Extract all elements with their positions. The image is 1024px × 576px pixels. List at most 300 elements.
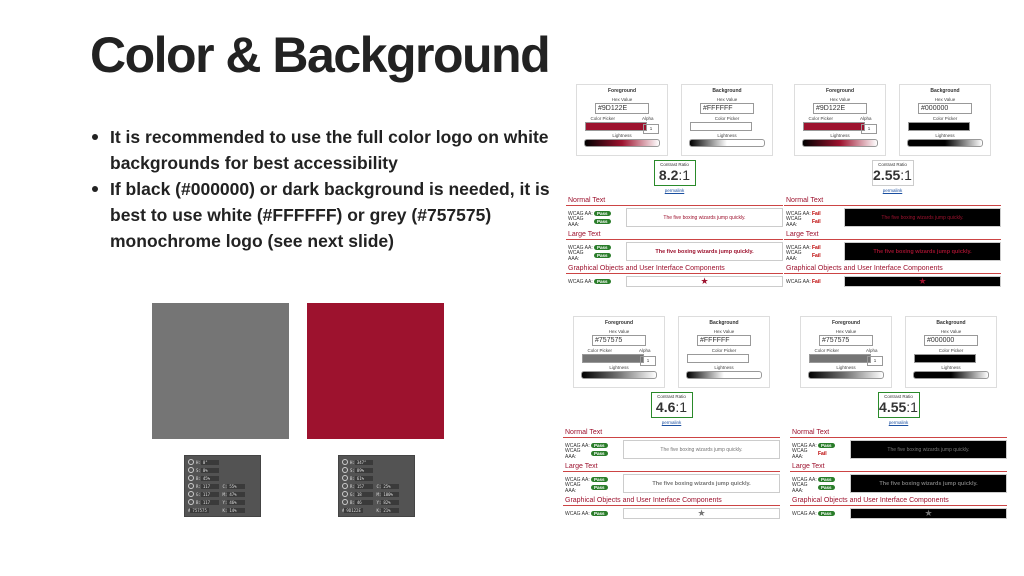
hash-label: # bbox=[703, 105, 707, 112]
radio-icon[interactable] bbox=[342, 483, 348, 489]
sample-text-preview: The five boxing wizards jump quickly. bbox=[844, 208, 1001, 227]
contrast-ratio-label: Contrast Ratio bbox=[660, 162, 689, 167]
lightness-slider[interactable] bbox=[689, 139, 765, 147]
picker-value[interactable]: 0% bbox=[201, 468, 219, 473]
permalink-link[interactable]: permalink bbox=[661, 420, 682, 425]
color-picker-input[interactable] bbox=[690, 122, 752, 131]
fail-label: Fail bbox=[812, 210, 821, 217]
picker-row bbox=[342, 498, 411, 506]
wcag-aa-result bbox=[565, 510, 623, 518]
ratio-number: 2.55 bbox=[873, 167, 901, 183]
picker-value[interactable]: 757575 bbox=[192, 507, 207, 513]
lightness-slider[interactable] bbox=[913, 371, 989, 379]
background-box bbox=[899, 84, 991, 156]
picker-value[interactable]: 117 bbox=[201, 492, 219, 497]
slide-title: Color & Background bbox=[90, 27, 550, 83]
wcag-aa-label: WCAG AA: bbox=[786, 278, 811, 285]
picker-key: Y: bbox=[222, 499, 228, 505]
lightness-label: Lightness bbox=[836, 365, 856, 370]
hex-label: Hex Value bbox=[940, 329, 962, 334]
picker-value[interactable]: 61% bbox=[355, 476, 373, 481]
hex-input[interactable] bbox=[924, 335, 978, 346]
hash-label: # bbox=[822, 337, 826, 344]
picker-cell bbox=[342, 467, 377, 473]
hex-value: 000000 bbox=[930, 337, 955, 344]
sample-text-preview: The five boxing wizards jump quickly. bbox=[844, 242, 1001, 261]
color-picker-label: Color Picker bbox=[932, 116, 958, 121]
pass-badge: Pass bbox=[594, 219, 611, 224]
picker-labels bbox=[577, 116, 667, 121]
wcag-aaa-label: WCAG AAA: bbox=[792, 447, 808, 460]
section-heading: Large Text bbox=[784, 231, 1001, 240]
color-picker-label: Color Picker bbox=[711, 348, 737, 353]
hash-label: # bbox=[921, 105, 925, 112]
box-heading: Foreground bbox=[604, 320, 634, 326]
wcag-aaa-result bbox=[565, 481, 623, 494]
section-heading: Graphical Objects and User Interface Components bbox=[784, 265, 1001, 274]
picker-key: B: bbox=[196, 499, 201, 505]
sample-text-preview: The five boxing wizards jump quickly. bbox=[626, 208, 783, 227]
hash-label: # bbox=[598, 105, 602, 112]
picker-row bbox=[188, 506, 257, 514]
pass-badge: Pass bbox=[594, 279, 611, 284]
color-picker-input[interactable] bbox=[582, 354, 644, 363]
pass-badge: Pass bbox=[591, 451, 608, 456]
wcag-aaa-label: WCAG AAA: bbox=[568, 215, 584, 228]
hex-value: 9D122E bbox=[819, 105, 846, 112]
picker-value[interactable]: 347° bbox=[355, 460, 373, 465]
ratio-suffix: :1 bbox=[678, 167, 691, 183]
picker-cell bbox=[342, 499, 377, 505]
bullet-item: It is recommended to use the full color logo on white backgrounds for best accessibility bbox=[92, 124, 562, 176]
radio-icon[interactable] bbox=[188, 491, 194, 497]
pass-badge: Pass bbox=[591, 443, 608, 448]
picker-key: K: bbox=[376, 507, 382, 513]
wcag-results bbox=[790, 476, 850, 492]
alpha-label: Alpha bbox=[859, 116, 872, 121]
color-picker-label: Color Picker bbox=[938, 348, 964, 353]
hex-label: Hex Value bbox=[934, 97, 956, 102]
hex-label: Hex Value bbox=[713, 329, 735, 334]
picker-row bbox=[342, 458, 411, 466]
wcag-results bbox=[784, 244, 844, 260]
alpha-label: Alpha bbox=[641, 116, 654, 121]
grey-swatch bbox=[152, 303, 289, 439]
hex-value: 9D122E bbox=[601, 105, 628, 112]
picker-labels bbox=[679, 348, 769, 353]
picker-cell bbox=[342, 475, 377, 481]
result-row bbox=[784, 208, 1001, 227]
lightness-label: Lightness bbox=[612, 133, 632, 138]
radio-icon[interactable] bbox=[342, 475, 348, 481]
picker-key: H: bbox=[196, 459, 201, 465]
alpha-input[interactable]: 1 bbox=[867, 356, 883, 366]
color-picker-input[interactable] bbox=[809, 354, 871, 363]
picker-cell bbox=[188, 467, 223, 473]
contrast-ratio-box bbox=[872, 160, 914, 186]
picker-key: B: bbox=[196, 475, 201, 481]
hex-label: Hex Value bbox=[716, 97, 738, 102]
wcag-results bbox=[566, 244, 626, 260]
pass-badge: Pass bbox=[591, 511, 608, 516]
box-heading: Background bbox=[930, 88, 960, 94]
radio-icon[interactable] bbox=[342, 459, 348, 465]
box-heading: Foreground bbox=[607, 88, 637, 94]
hex-input[interactable] bbox=[697, 335, 751, 346]
permalink-link[interactable]: permalink bbox=[664, 188, 685, 193]
contrast-checker bbox=[566, 84, 783, 310]
result-row bbox=[563, 440, 780, 459]
picker-row bbox=[188, 490, 257, 498]
hash-label: # bbox=[700, 337, 704, 344]
hex-input[interactable] bbox=[700, 103, 754, 114]
picker-row bbox=[188, 458, 257, 466]
wcag-results bbox=[563, 510, 623, 518]
wcag-aaa-result bbox=[565, 447, 623, 460]
wcag-results bbox=[784, 210, 844, 226]
picker-row bbox=[342, 482, 411, 490]
background-box bbox=[678, 316, 770, 388]
fail-label: Fail bbox=[812, 252, 821, 259]
alpha-input[interactable]: 1 bbox=[861, 124, 877, 134]
hex-value: FFFFFF bbox=[703, 337, 730, 344]
box-heading: Foreground bbox=[831, 320, 861, 326]
picker-cell bbox=[342, 491, 377, 497]
color-picker-panel-red bbox=[338, 455, 415, 517]
radio-icon[interactable] bbox=[188, 467, 194, 473]
box-heading: Background bbox=[936, 320, 966, 326]
wcag-results bbox=[563, 476, 623, 492]
fail-label: Fail bbox=[818, 450, 827, 457]
wcag-results bbox=[566, 278, 626, 286]
picker-cell bbox=[188, 491, 223, 497]
result-row bbox=[784, 242, 1001, 261]
picker-value[interactable]: 45% bbox=[201, 476, 219, 481]
picker-value[interactable]: 100% bbox=[381, 492, 399, 497]
radio-icon[interactable] bbox=[342, 499, 348, 505]
hex-input[interactable] bbox=[918, 103, 972, 114]
wcag-aa-result bbox=[792, 510, 850, 518]
picker-key: G: bbox=[350, 491, 355, 497]
section-heading: Large Text bbox=[790, 463, 1007, 472]
picker-cell bbox=[188, 459, 223, 465]
wcag-aa-result bbox=[786, 278, 844, 286]
contrast-ratio-value bbox=[652, 399, 692, 415]
contrast-ratio-label: Contrast Ratio bbox=[884, 394, 913, 399]
picker-labels bbox=[574, 348, 664, 353]
picker-cell bbox=[223, 484, 258, 489]
wcag-aa-label: WCAG AA: bbox=[792, 510, 817, 517]
wcag-aaa-result bbox=[568, 215, 626, 228]
pass-badge: Pass bbox=[818, 511, 835, 516]
wcag-aaa-result bbox=[792, 447, 850, 460]
picker-row bbox=[188, 482, 257, 490]
picker-row bbox=[342, 506, 411, 514]
pass-badge: Pass bbox=[594, 211, 611, 216]
picker-key: S: bbox=[196, 467, 201, 473]
hex-value: 757575 bbox=[598, 337, 623, 344]
ratio-suffix: :1 bbox=[906, 399, 918, 415]
radio-icon[interactable] bbox=[188, 475, 194, 481]
picker-cell bbox=[223, 508, 258, 513]
pass-badge: Pass bbox=[818, 477, 835, 482]
picker-value[interactable]: 0° bbox=[201, 460, 219, 465]
hex-value: 000000 bbox=[924, 105, 949, 112]
graphical-preview: ★ bbox=[626, 276, 783, 287]
permalink-link[interactable]: permalink bbox=[888, 420, 909, 425]
lightness-slider[interactable] bbox=[808, 371, 884, 379]
picker-key: G: bbox=[196, 491, 201, 497]
bullet-item: If black (#000000) or dark background is needed, it is best to use white (#FFFFFF) or grey (#757575) monochrome logo (see next slide) bbox=[92, 176, 562, 254]
wcag-aa-label: WCAG AA: bbox=[568, 244, 593, 251]
section-heading: Normal Text bbox=[784, 197, 1001, 206]
lightness-slider[interactable] bbox=[686, 371, 762, 379]
sample-text-preview: The five boxing wizards jump quickly. bbox=[623, 474, 780, 493]
radio-icon[interactable] bbox=[188, 499, 194, 505]
sample-text-preview: The five boxing wizards jump quickly. bbox=[623, 440, 780, 459]
sample-text-preview: The five boxing wizards jump quickly. bbox=[850, 440, 1007, 459]
alpha-input[interactable]: 1 bbox=[643, 124, 659, 134]
wcag-aa-label: WCAG AA: bbox=[786, 210, 811, 217]
lightness-slider[interactable] bbox=[581, 371, 657, 379]
section-heading: Normal Text bbox=[563, 429, 780, 438]
picker-value[interactable]: 46 bbox=[355, 500, 373, 505]
picker-value[interactable]: 117 bbox=[201, 484, 219, 489]
picker-key: H: bbox=[350, 459, 355, 465]
picker-key: C: bbox=[376, 483, 382, 489]
result-row bbox=[790, 508, 1007, 519]
picker-value[interactable]: 89% bbox=[355, 468, 373, 473]
lightness-label: Lightness bbox=[935, 133, 955, 138]
result-row bbox=[784, 276, 1001, 287]
foreground-box bbox=[573, 316, 665, 388]
color-picker-input[interactable] bbox=[914, 354, 976, 363]
color-inputs bbox=[784, 84, 1001, 156]
result-row bbox=[566, 208, 783, 227]
fail-label: Fail bbox=[812, 218, 821, 225]
picker-cell bbox=[342, 459, 377, 465]
section-heading: Large Text bbox=[566, 231, 783, 240]
red-swatch bbox=[307, 303, 444, 439]
picker-value[interactable]: 46% bbox=[227, 500, 245, 505]
picker-cell bbox=[223, 492, 258, 497]
result-row bbox=[790, 440, 1007, 459]
picker-cell bbox=[377, 492, 412, 497]
picker-value[interactable]: 47% bbox=[227, 492, 245, 497]
picker-labels bbox=[682, 116, 772, 121]
contrast-ratio-label: Contrast Ratio bbox=[878, 162, 907, 167]
box-heading: Background bbox=[712, 88, 742, 94]
picker-value[interactable]: 14% bbox=[227, 508, 245, 513]
hex-input[interactable] bbox=[595, 103, 649, 114]
wcag-results bbox=[790, 510, 850, 518]
picker-cell bbox=[223, 500, 258, 505]
result-row bbox=[566, 276, 783, 287]
wcag-aaa-label: WCAG AAA: bbox=[565, 481, 581, 494]
contrast-ratio-box bbox=[878, 392, 920, 418]
color-picker-input[interactable] bbox=[803, 122, 865, 131]
color-picker-label: Color Picker bbox=[808, 116, 833, 121]
contrast-ratio-value bbox=[655, 167, 695, 183]
color-picker-input[interactable] bbox=[585, 122, 647, 131]
wcag-aa-result bbox=[568, 278, 626, 286]
bullet-list bbox=[92, 124, 562, 254]
color-inputs bbox=[563, 316, 780, 388]
ratio-number: 4.6 bbox=[655, 399, 676, 415]
contrast-ratio-value bbox=[873, 167, 913, 183]
ratio-suffix: :1 bbox=[900, 167, 912, 183]
wcag-aaa-label: WCAG AAA: bbox=[786, 215, 802, 228]
picker-value[interactable]: 25% bbox=[381, 484, 399, 489]
lightness-slider[interactable] bbox=[907, 139, 983, 147]
hash-label: # bbox=[595, 337, 599, 344]
color-picker-label: Color Picker bbox=[590, 116, 615, 121]
hex-label: Hex Value bbox=[829, 97, 851, 102]
radio-icon[interactable] bbox=[342, 491, 348, 497]
wcag-aa-label: WCAG AA: bbox=[568, 278, 593, 285]
pass-badge: Pass bbox=[591, 477, 608, 482]
hex-input[interactable] bbox=[819, 335, 873, 346]
color-picker-input[interactable] bbox=[687, 354, 749, 363]
picker-key: # bbox=[188, 507, 191, 513]
picker-value[interactable]: 55% bbox=[227, 484, 245, 489]
ratio-suffix: :1 bbox=[675, 399, 688, 415]
wcag-aa-label: WCAG AA: bbox=[568, 210, 593, 217]
wcag-aa-label: WCAG AA: bbox=[792, 442, 817, 449]
alpha-input[interactable]: 1 bbox=[640, 356, 656, 366]
contrast-ratio-label: Contrast Ratio bbox=[657, 394, 686, 399]
wcag-aa-label: WCAG AA: bbox=[792, 476, 817, 483]
ratio-number: 4.55 bbox=[879, 399, 907, 415]
picker-value[interactable]: 21% bbox=[381, 508, 399, 513]
picker-cell bbox=[188, 475, 223, 481]
picker-cell bbox=[188, 499, 223, 505]
wcag-aaa-label: WCAG AAA: bbox=[568, 249, 584, 262]
wcag-aaa-label: WCAG AAA: bbox=[565, 447, 581, 460]
radio-icon[interactable] bbox=[188, 459, 194, 465]
alpha-label: Alpha bbox=[865, 348, 878, 353]
result-row bbox=[563, 474, 780, 493]
background-box bbox=[905, 316, 997, 388]
color-picker-input[interactable] bbox=[908, 122, 970, 131]
box-heading: Foreground bbox=[825, 88, 855, 94]
contrast-checker bbox=[790, 316, 1007, 542]
color-picker-label: Color Picker bbox=[587, 348, 612, 353]
picker-value[interactable]: 117 bbox=[201, 500, 219, 505]
hex-label: Hex Value bbox=[611, 97, 633, 102]
fail-label: Fail bbox=[812, 278, 821, 285]
wcag-results bbox=[784, 278, 844, 286]
sample-text-preview: The five boxing wizards jump quickly. bbox=[850, 474, 1007, 493]
picker-cell bbox=[377, 508, 412, 513]
picker-value[interactable]: 18 bbox=[355, 492, 373, 497]
contrast-ratio-value bbox=[879, 399, 919, 415]
section-heading: Graphical Objects and User Interface Components bbox=[563, 497, 780, 506]
picker-labels bbox=[801, 348, 891, 353]
picker-key: K: bbox=[222, 507, 228, 513]
picker-cell bbox=[342, 508, 377, 513]
result-row bbox=[566, 242, 783, 261]
picker-row bbox=[342, 490, 411, 498]
pass-badge: Pass bbox=[818, 443, 835, 448]
lightness-label: Lightness bbox=[941, 365, 961, 370]
wcag-aaa-result bbox=[786, 249, 844, 262]
picker-cell bbox=[188, 508, 223, 513]
hash-label: # bbox=[927, 337, 931, 344]
hex-label: Hex Value bbox=[608, 329, 630, 334]
wcag-aa-label: WCAG AA: bbox=[786, 244, 811, 251]
radio-icon[interactable] bbox=[188, 483, 194, 489]
picker-key: C: bbox=[222, 483, 228, 489]
hash-label: # bbox=[816, 105, 820, 112]
picker-key: M: bbox=[376, 491, 382, 497]
graphical-preview: ★ bbox=[844, 276, 1001, 287]
section-heading: Graphical Objects and User Interface Components bbox=[566, 265, 783, 274]
picker-row bbox=[188, 466, 257, 474]
hex-label: Hex Value bbox=[835, 329, 857, 334]
picker-value[interactable]: 82% bbox=[381, 500, 399, 505]
hex-input[interactable] bbox=[813, 103, 867, 114]
color-picker-label: Color Picker bbox=[714, 116, 740, 121]
graphical-preview: ★ bbox=[850, 508, 1007, 519]
wcag-aa-label: WCAG AA: bbox=[565, 442, 590, 449]
permalink-link[interactable]: permalink bbox=[882, 188, 903, 193]
graphical-preview: ★ bbox=[623, 508, 780, 519]
picker-key: M: bbox=[222, 491, 228, 497]
lightness-slider[interactable] bbox=[584, 139, 660, 147]
wcag-aaa-result bbox=[568, 249, 626, 262]
picker-labels bbox=[900, 116, 990, 121]
color-picker-label: Color Picker bbox=[814, 348, 839, 353]
contrast-checker bbox=[784, 84, 1001, 310]
picker-cell bbox=[342, 483, 377, 489]
picker-key: S: bbox=[350, 467, 355, 473]
lightness-slider[interactable] bbox=[802, 139, 878, 147]
foreground-box bbox=[794, 84, 886, 156]
picker-row bbox=[188, 474, 257, 482]
lightness-label: Lightness bbox=[717, 133, 737, 138]
radio-icon[interactable] bbox=[342, 467, 348, 473]
wcag-aaa-result bbox=[792, 481, 850, 494]
picker-key: B: bbox=[350, 499, 355, 505]
picker-labels bbox=[795, 116, 885, 121]
section-heading: Graphical Objects and User Interface Components bbox=[790, 497, 1007, 506]
result-row bbox=[790, 474, 1007, 493]
picker-key: # bbox=[342, 507, 345, 513]
color-inputs bbox=[790, 316, 1007, 388]
section-heading: Normal Text bbox=[566, 197, 783, 206]
pass-badge: Pass bbox=[594, 245, 611, 250]
fail-label: Fail bbox=[812, 244, 821, 251]
picker-cell bbox=[377, 500, 412, 505]
ratio-number: 8.2 bbox=[658, 167, 679, 183]
picker-labels bbox=[906, 348, 996, 353]
section-heading: Normal Text bbox=[790, 429, 1007, 438]
lightness-label: Lightness bbox=[830, 133, 850, 138]
picker-value[interactable]: 157 bbox=[355, 484, 373, 489]
lightness-label: Lightness bbox=[609, 365, 629, 370]
picker-row bbox=[188, 498, 257, 506]
picker-key: B: bbox=[350, 475, 355, 481]
hex-input[interactable] bbox=[592, 335, 646, 346]
contrast-ratio-box bbox=[651, 392, 693, 418]
lightness-label: Lightness bbox=[714, 365, 734, 370]
pass-badge: Pass bbox=[594, 253, 611, 258]
picker-cell bbox=[377, 484, 412, 489]
color-inputs bbox=[566, 84, 783, 156]
picker-value[interactable]: 9D122E bbox=[346, 507, 361, 513]
picker-row bbox=[342, 474, 411, 482]
